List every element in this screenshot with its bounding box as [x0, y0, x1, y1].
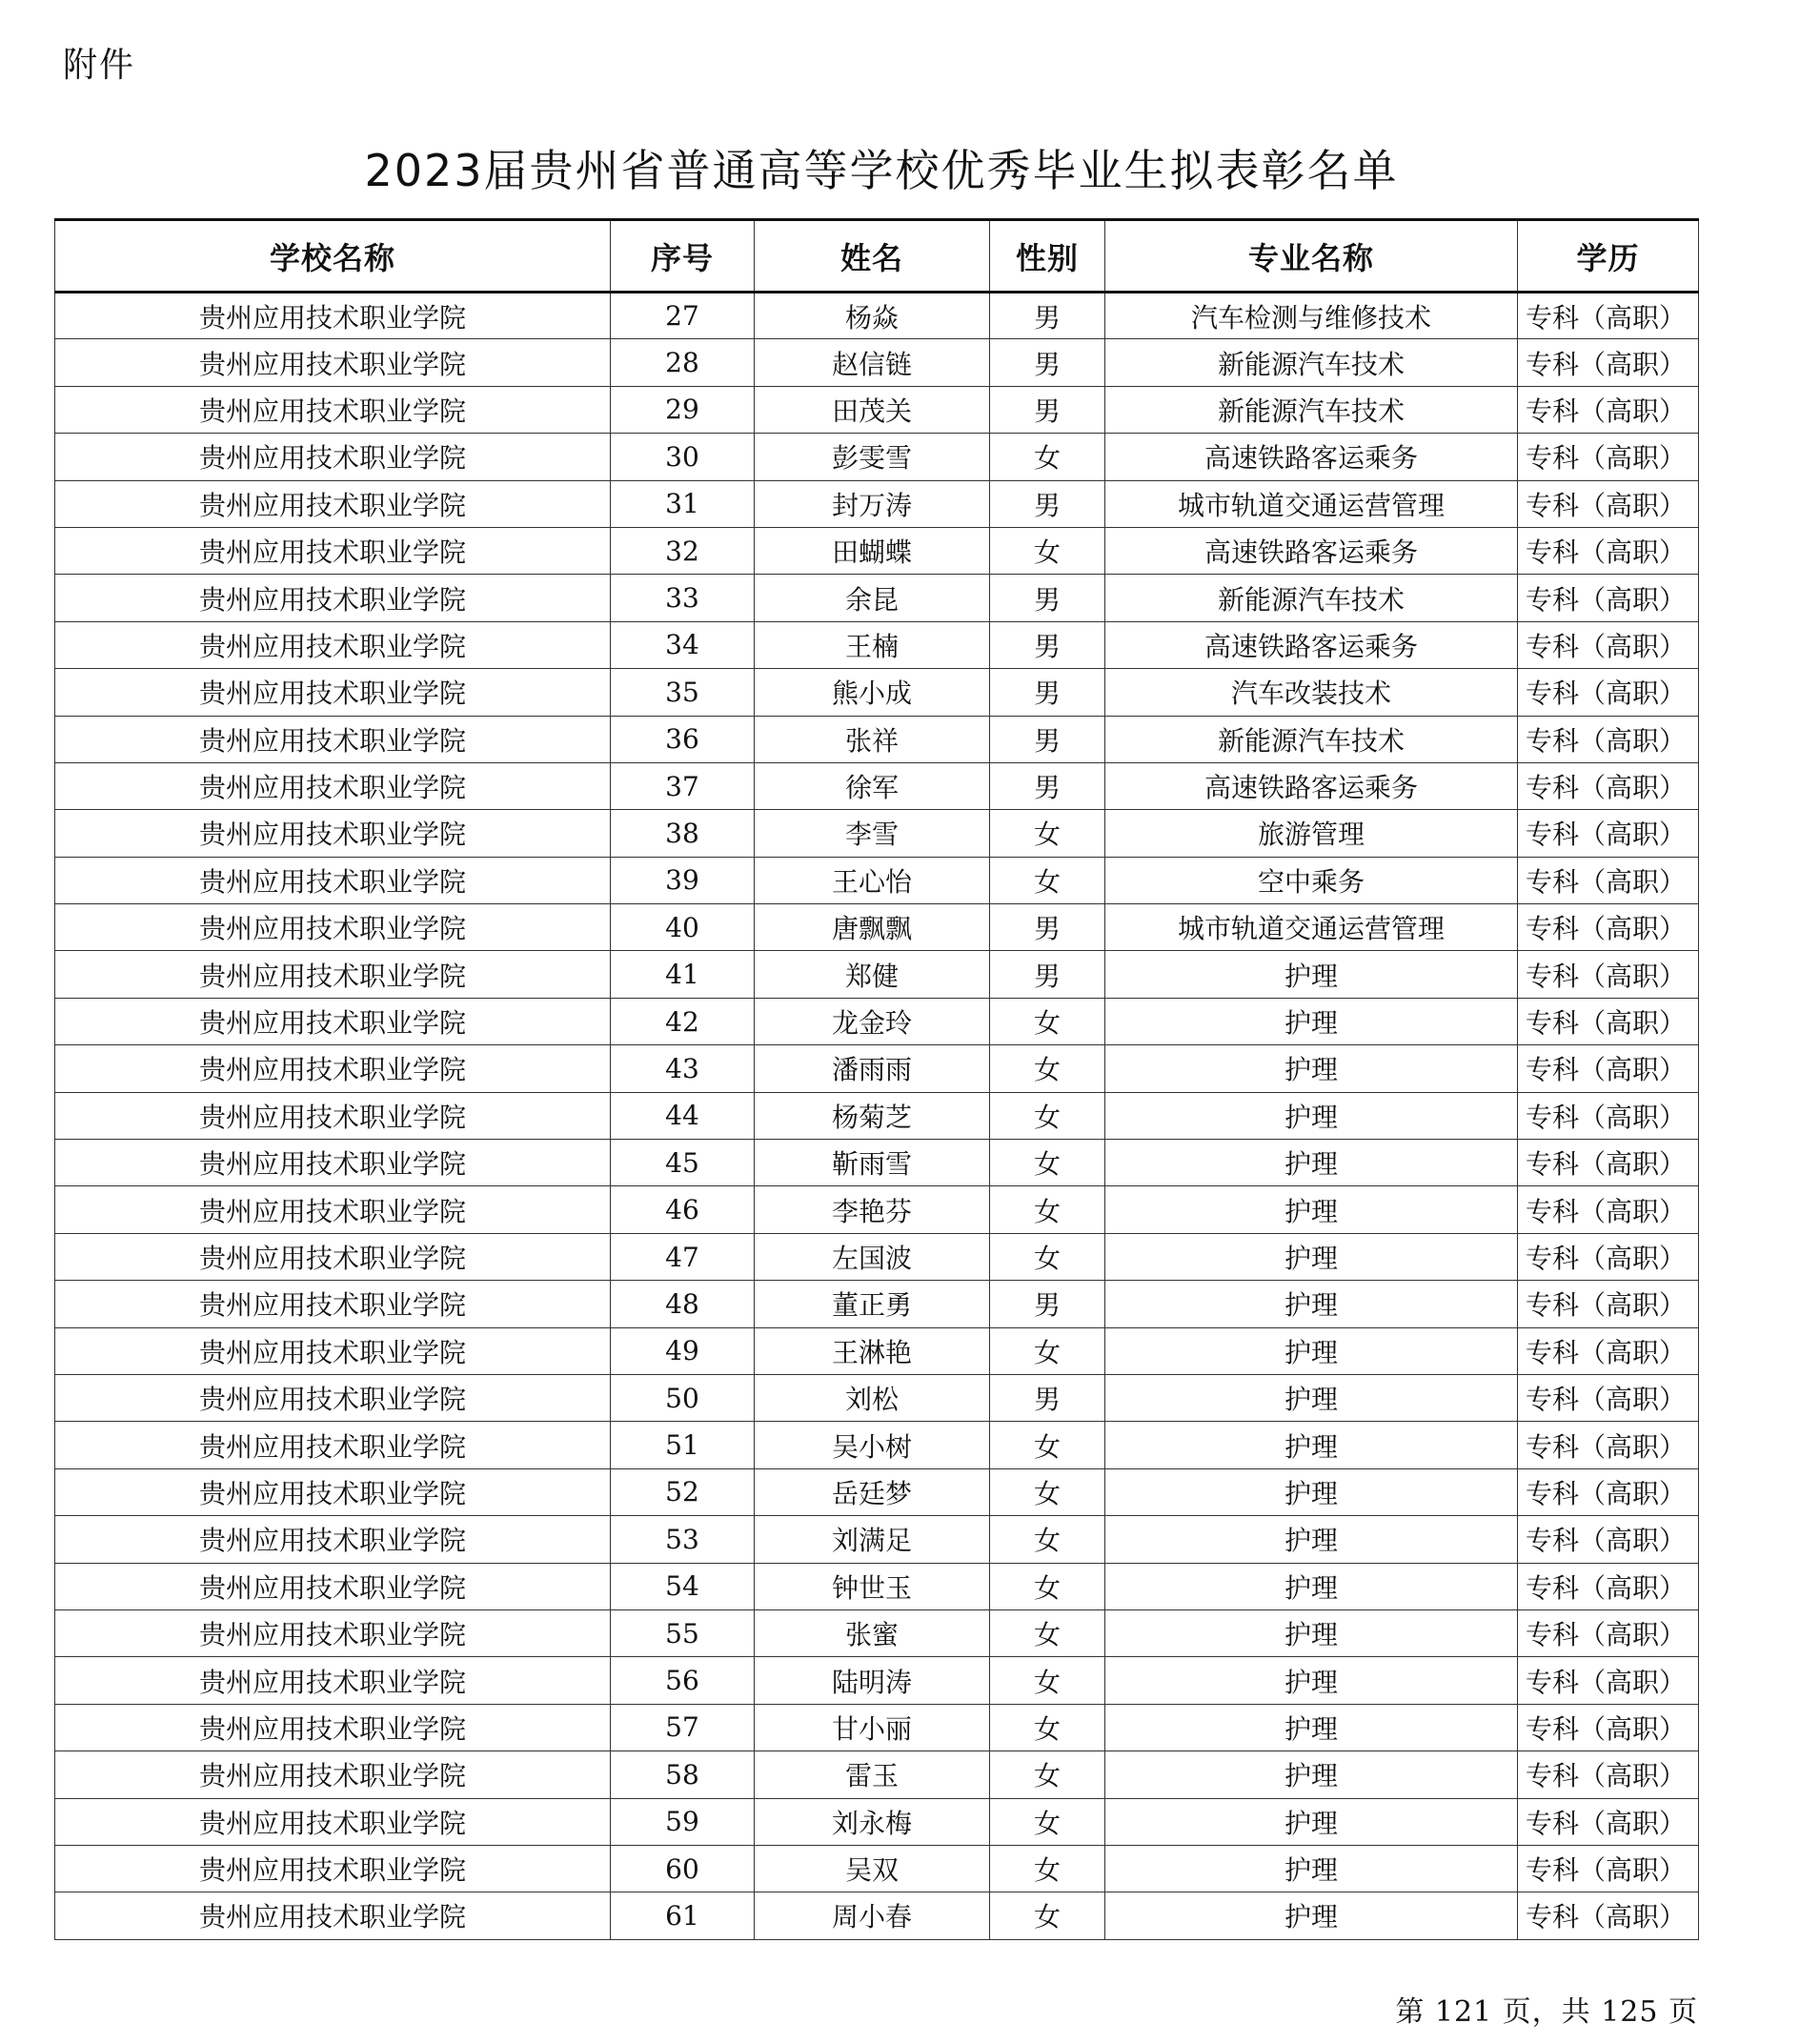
cell-education: 专科（高职）: [1518, 810, 1699, 857]
cell-gender: 女: [990, 1422, 1105, 1468]
cell-education: 专科（高职）: [1518, 1045, 1699, 1092]
cell-education: 专科（高职）: [1518, 527, 1699, 574]
cell-major: 汽车改装技术: [1105, 669, 1518, 716]
cell-name: 董正勇: [755, 1281, 990, 1327]
cell-seq: 43: [611, 1045, 755, 1092]
cell-gender: 女: [990, 1892, 1105, 1939]
cell-seq: 53: [611, 1516, 755, 1563]
table-row: [55, 1563, 1699, 1609]
cell-seq: 40: [611, 904, 755, 951]
cell-gender: 女: [990, 810, 1105, 857]
table-row: [55, 1657, 1699, 1704]
cell-education: 专科（高职）: [1518, 386, 1699, 433]
table-row: [55, 1092, 1699, 1139]
cell-gender: 女: [990, 1563, 1105, 1609]
cell-seq: 52: [611, 1468, 755, 1515]
table-row: [55, 1468, 1699, 1515]
cell-seq: 44: [611, 1092, 755, 1139]
table-row: [55, 1845, 1699, 1892]
table-row: [55, 1751, 1699, 1798]
cell-seq: 34: [611, 621, 755, 668]
table-row: [55, 1233, 1699, 1280]
table-row: [55, 669, 1699, 716]
cell-name: 潘雨雨: [755, 1045, 990, 1092]
cell-school: 贵州应用技术职业学院: [55, 1892, 611, 1939]
cell-school: 贵州应用技术职业学院: [55, 1563, 611, 1609]
cell-school: 贵州应用技术职业学院: [55, 1704, 611, 1751]
cell-education: 专科（高职）: [1518, 1892, 1699, 1939]
cell-name: 杨菊芝: [755, 1092, 990, 1139]
cell-seq: 51: [611, 1422, 755, 1468]
table-row: [55, 1704, 1699, 1751]
cell-major: 护理: [1105, 1563, 1518, 1609]
cell-seq: 38: [611, 810, 755, 857]
table-row: [55, 1327, 1699, 1374]
cell-gender: 男: [990, 669, 1105, 716]
cell-gender: 男: [990, 339, 1105, 386]
table-body: [55, 293, 1699, 1940]
cell-name: 张蜜: [755, 1609, 990, 1656]
cell-school: 贵州应用技术职业学院: [55, 951, 611, 998]
cell-seq: 61: [611, 1892, 755, 1939]
cell-seq: 47: [611, 1233, 755, 1280]
cell-seq: 29: [611, 386, 755, 433]
cell-education: 专科（高职）: [1518, 434, 1699, 480]
cell-school: 贵州应用技术职业学院: [55, 1657, 611, 1704]
cell-gender: 男: [990, 1374, 1105, 1421]
attachment-label: 附件: [63, 46, 136, 85]
cell-name: 甘小丽: [755, 1704, 990, 1751]
cell-gender: 女: [990, 1233, 1105, 1280]
cell-school: 贵州应用技术职业学院: [55, 716, 611, 762]
cell-seq: 55: [611, 1609, 755, 1656]
cell-gender: 男: [990, 762, 1105, 809]
cell-education: 专科（高职）: [1518, 1374, 1699, 1421]
cell-name: 徐军: [755, 762, 990, 809]
table-row: [55, 762, 1699, 809]
cell-school: 贵州应用技术职业学院: [55, 575, 611, 621]
table-row: [55, 1798, 1699, 1845]
cell-education: 专科（高职）: [1518, 669, 1699, 716]
table-row: [55, 1374, 1699, 1421]
cell-education: 专科（高职）: [1518, 998, 1699, 1044]
cell-education: 专科（高职）: [1518, 1327, 1699, 1374]
cell-school: 贵州应用技术职业学院: [55, 1422, 611, 1468]
cell-major: 护理: [1105, 1845, 1518, 1892]
cell-major: 空中乘务: [1105, 857, 1518, 903]
cell-education: 专科（高职）: [1518, 1281, 1699, 1327]
table-row: [55, 1892, 1699, 1939]
cell-seq: 28: [611, 339, 755, 386]
cell-major: 护理: [1105, 1704, 1518, 1751]
cell-major: 护理: [1105, 1892, 1518, 1939]
cell-seq: 60: [611, 1845, 755, 1892]
cell-name: 雷玉: [755, 1751, 990, 1798]
cell-education: 专科（高职）: [1518, 480, 1699, 527]
table-row: [55, 1422, 1699, 1468]
cell-major: 护理: [1105, 1468, 1518, 1515]
cell-education: 专科（高职）: [1518, 951, 1699, 998]
cell-name: 田蝴蝶: [755, 527, 990, 574]
cell-education: 专科（高职）: [1518, 339, 1699, 386]
cell-seq: 56: [611, 1657, 755, 1704]
cell-name: 刘松: [755, 1374, 990, 1421]
cell-gender: 男: [990, 386, 1105, 433]
cell-school: 贵州应用技术职业学院: [55, 1045, 611, 1092]
table-header-row: [55, 220, 1699, 293]
table-row: [55, 1045, 1699, 1092]
cell-name: 王心怡: [755, 857, 990, 903]
cell-education: 专科（高职）: [1518, 621, 1699, 668]
cell-major: 城市轨道交通运营管理: [1105, 904, 1518, 951]
table-row: [55, 386, 1699, 433]
cell-education: 专科（高职）: [1518, 1845, 1699, 1892]
cell-name: 龙金玲: [755, 998, 990, 1044]
cell-name: 靳雨雪: [755, 1140, 990, 1186]
cell-major: 旅游管理: [1105, 810, 1518, 857]
cell-seq: 30: [611, 434, 755, 480]
cell-school: 贵州应用技术职业学院: [55, 1845, 611, 1892]
cell-major: 护理: [1105, 1798, 1518, 1845]
cell-school: 贵州应用技术职业学院: [55, 1798, 611, 1845]
cell-school: 贵州应用技术职业学院: [55, 1468, 611, 1515]
cell-gender: 女: [990, 1845, 1105, 1892]
cell-seq: 50: [611, 1374, 755, 1421]
cell-name: 熊小成: [755, 669, 990, 716]
column-header-name: 姓名: [755, 220, 990, 293]
cell-gender: 男: [990, 575, 1105, 621]
table-row: [55, 810, 1699, 857]
page-indicator: 第 121 页，共 125 页: [1395, 1995, 1698, 2029]
cell-education: 专科（高职）: [1518, 1092, 1699, 1139]
cell-gender: 男: [990, 1281, 1105, 1327]
cell-education: 专科（高职）: [1518, 1186, 1699, 1233]
cell-school: 贵州应用技术职业学院: [55, 904, 611, 951]
cell-education: 专科（高职）: [1518, 1609, 1699, 1656]
column-header-seq: 序号: [611, 220, 755, 293]
cell-major: 护理: [1105, 1657, 1518, 1704]
cell-school: 贵州应用技术职业学院: [55, 527, 611, 574]
column-header-school: 学校名称: [55, 220, 611, 293]
cell-name: 李艳芬: [755, 1186, 990, 1233]
cell-seq: 59: [611, 1798, 755, 1845]
cell-education: 专科（高职）: [1518, 762, 1699, 809]
cell-gender: 女: [990, 1516, 1105, 1563]
cell-education: 专科（高职）: [1518, 1704, 1699, 1751]
cell-education: 专科（高职）: [1518, 857, 1699, 903]
cell-gender: 女: [990, 998, 1105, 1044]
cell-name: 吴双: [755, 1845, 990, 1892]
table-row: [55, 1516, 1699, 1563]
cell-major: 新能源汽车技术: [1105, 716, 1518, 762]
table-row: [55, 621, 1699, 668]
cell-name: 刘永梅: [755, 1798, 990, 1845]
cell-major: 护理: [1105, 1186, 1518, 1233]
cell-education: 专科（高职）: [1518, 293, 1699, 339]
cell-gender: 男: [990, 716, 1105, 762]
cell-seq: 45: [611, 1140, 755, 1186]
cell-gender: 女: [990, 434, 1105, 480]
cell-school: 贵州应用技术职业学院: [55, 1281, 611, 1327]
cell-education: 专科（高职）: [1518, 1422, 1699, 1468]
cell-gender: 男: [990, 480, 1105, 527]
column-header-gender: 性别: [990, 220, 1105, 293]
table-row: [55, 339, 1699, 386]
cell-gender: 女: [990, 1609, 1105, 1656]
cell-education: 专科（高职）: [1518, 1140, 1699, 1186]
cell-gender: 女: [990, 1045, 1105, 1092]
cell-seq: 27: [611, 293, 755, 339]
cell-gender: 女: [990, 1751, 1105, 1798]
cell-name: 周小春: [755, 1892, 990, 1939]
cell-seq: 33: [611, 575, 755, 621]
cell-school: 贵州应用技术职业学院: [55, 1374, 611, 1421]
cell-major: 高速铁路客运乘务: [1105, 762, 1518, 809]
cell-school: 贵州应用技术职业学院: [55, 1140, 611, 1186]
cell-seq: 46: [611, 1186, 755, 1233]
cell-name: 王淋艳: [755, 1327, 990, 1374]
cell-seq: 57: [611, 1704, 755, 1751]
cell-school: 贵州应用技术职业学院: [55, 1186, 611, 1233]
cell-school: 贵州应用技术职业学院: [55, 1609, 611, 1656]
cell-major: 护理: [1105, 1327, 1518, 1374]
cell-major: 护理: [1105, 1281, 1518, 1327]
cell-school: 贵州应用技术职业学院: [55, 1751, 611, 1798]
cell-seq: 42: [611, 998, 755, 1044]
cell-major: 新能源汽车技术: [1105, 575, 1518, 621]
cell-name: 张祥: [755, 716, 990, 762]
cell-name: 吴小树: [755, 1422, 990, 1468]
cell-gender: 男: [990, 904, 1105, 951]
cell-seq: 49: [611, 1327, 755, 1374]
cell-seq: 54: [611, 1563, 755, 1609]
table-row: [55, 575, 1699, 621]
cell-major: 高速铁路客运乘务: [1105, 527, 1518, 574]
table-row: [55, 951, 1699, 998]
cell-education: 专科（高职）: [1518, 1468, 1699, 1515]
cell-education: 专科（高职）: [1518, 1657, 1699, 1704]
cell-gender: 女: [990, 1092, 1105, 1139]
document-title: 2023届贵州省普通高等学校优秀毕业生拟表彰名单: [364, 144, 1399, 196]
cell-major: 护理: [1105, 1045, 1518, 1092]
cell-gender: 女: [990, 1327, 1105, 1374]
cell-major: 护理: [1105, 1751, 1518, 1798]
cell-name: 左国波: [755, 1233, 990, 1280]
cell-seq: 32: [611, 527, 755, 574]
table-row: [55, 904, 1699, 951]
cell-gender: 男: [990, 621, 1105, 668]
cell-seq: 35: [611, 669, 755, 716]
cell-major: 护理: [1105, 998, 1518, 1044]
cell-name: 杨焱: [755, 293, 990, 339]
cell-gender: 女: [990, 527, 1105, 574]
cell-school: 贵州应用技术职业学院: [55, 1516, 611, 1563]
cell-gender: 女: [990, 1798, 1105, 1845]
cell-gender: 女: [990, 857, 1105, 903]
cell-school: 贵州应用技术职业学院: [55, 480, 611, 527]
cell-education: 专科（高职）: [1518, 1798, 1699, 1845]
cell-education: 专科（高职）: [1518, 904, 1699, 951]
cell-name: 钟世玉: [755, 1563, 990, 1609]
column-header-major: 专业名称: [1105, 220, 1518, 293]
cell-education: 专科（高职）: [1518, 1233, 1699, 1280]
cell-school: 贵州应用技术职业学院: [55, 669, 611, 716]
cell-major: 护理: [1105, 1140, 1518, 1186]
cell-seq: 31: [611, 480, 755, 527]
cell-education: 专科（高职）: [1518, 1751, 1699, 1798]
cell-major: 护理: [1105, 1609, 1518, 1656]
cell-name: 李雪: [755, 810, 990, 857]
cell-seq: 41: [611, 951, 755, 998]
cell-major: 新能源汽车技术: [1105, 339, 1518, 386]
table-row: [55, 1186, 1699, 1233]
table-row: [55, 1609, 1699, 1656]
cell-name: 王楠: [755, 621, 990, 668]
honoree-table: [54, 218, 1699, 1940]
cell-gender: 男: [990, 951, 1105, 998]
cell-seq: 37: [611, 762, 755, 809]
cell-school: 贵州应用技术职业学院: [55, 857, 611, 903]
cell-school: 贵州应用技术职业学院: [55, 762, 611, 809]
cell-school: 贵州应用技术职业学院: [55, 339, 611, 386]
table-row: [55, 1140, 1699, 1186]
cell-name: 余昆: [755, 575, 990, 621]
cell-gender: 男: [990, 293, 1105, 339]
cell-major: 护理: [1105, 1422, 1518, 1468]
table-row: [55, 716, 1699, 762]
cell-gender: 女: [990, 1186, 1105, 1233]
cell-school: 贵州应用技术职业学院: [55, 434, 611, 480]
cell-education: 专科（高职）: [1518, 1563, 1699, 1609]
cell-major: 护理: [1105, 1374, 1518, 1421]
cell-school: 贵州应用技术职业学院: [55, 293, 611, 339]
cell-school: 贵州应用技术职业学院: [55, 998, 611, 1044]
cell-gender: 女: [990, 1657, 1105, 1704]
cell-major: 城市轨道交通运营管理: [1105, 480, 1518, 527]
cell-name: 彭雯雪: [755, 434, 990, 480]
cell-name: 刘满足: [755, 1516, 990, 1563]
cell-name: 陆明涛: [755, 1657, 990, 1704]
cell-name: 赵信链: [755, 339, 990, 386]
cell-major: 高速铁路客运乘务: [1105, 621, 1518, 668]
cell-school: 贵州应用技术职业学院: [55, 1327, 611, 1374]
cell-major: 高速铁路客运乘务: [1105, 434, 1518, 480]
cell-major: 护理: [1105, 1516, 1518, 1563]
cell-education: 专科（高职）: [1518, 1516, 1699, 1563]
cell-school: 贵州应用技术职业学院: [55, 1092, 611, 1139]
cell-school: 贵州应用技术职业学院: [55, 810, 611, 857]
table-row: [55, 480, 1699, 527]
cell-seq: 48: [611, 1281, 755, 1327]
cell-major: 护理: [1105, 951, 1518, 998]
cell-gender: 女: [990, 1468, 1105, 1515]
column-header-education: 学历: [1518, 220, 1699, 293]
table-row: [55, 434, 1699, 480]
table-row: [55, 1281, 1699, 1327]
cell-school: 贵州应用技术职业学院: [55, 386, 611, 433]
table-row: [55, 527, 1699, 574]
cell-name: 唐飘飘: [755, 904, 990, 951]
cell-major: 新能源汽车技术: [1105, 386, 1518, 433]
cell-name: 封万涛: [755, 480, 990, 527]
cell-name: 郑健: [755, 951, 990, 998]
cell-gender: 女: [990, 1140, 1105, 1186]
table-row: [55, 293, 1699, 339]
cell-name: 田茂关: [755, 386, 990, 433]
cell-gender: 女: [990, 1704, 1105, 1751]
cell-education: 专科（高职）: [1518, 575, 1699, 621]
cell-seq: 58: [611, 1751, 755, 1798]
cell-school: 贵州应用技术职业学院: [55, 621, 611, 668]
cell-major: 护理: [1105, 1092, 1518, 1139]
cell-school: 贵州应用技术职业学院: [55, 1233, 611, 1280]
cell-major: 汽车检测与维修技术: [1105, 293, 1518, 339]
cell-seq: 39: [611, 857, 755, 903]
table-row: [55, 998, 1699, 1044]
cell-major: 护理: [1105, 1233, 1518, 1280]
cell-seq: 36: [611, 716, 755, 762]
table-row: [55, 857, 1699, 903]
cell-name: 岳廷梦: [755, 1468, 990, 1515]
cell-education: 专科（高职）: [1518, 716, 1699, 762]
